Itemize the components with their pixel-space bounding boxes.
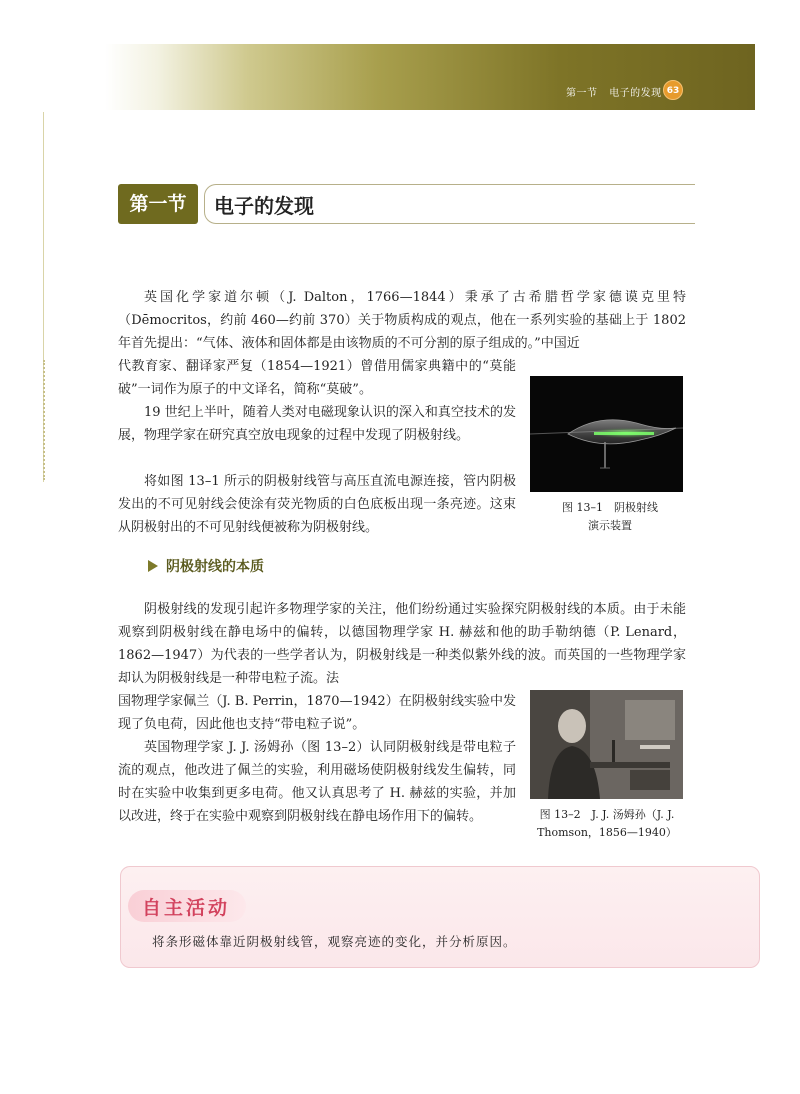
paragraph-dalton-cont: 代教育家、翻译家严复（1854—1921）曾借用儒家典籍中的“莫能破”一词作为原子的中文译名，简称“莫破”。 <box>118 359 516 397</box>
figure-13-2-caption-line1: 图 13–2 J. J. 汤姆孙（J. J. <box>539 808 675 821</box>
running-header <box>566 84 662 99</box>
figure-13-1-caption-line1: 图 13–1 阴极射线 <box>562 501 658 514</box>
activity-title: 自主活动 <box>142 897 231 919</box>
paragraph-dalton: 英国化学家道尔顿（J. Dalton，1766—1844）秉承了古希腊哲学家德谟克里特（Dēmocritos，约前 460—约前 370）关于物质构成的观点，他在一系列实验的基础上于 1802 年首先提出：“气体、液体和固体都是由该物质的不可分割的原子组成的。”中国近 <box>118 290 686 351</box>
paragraph-cathode-tube: 将如图 13–1 所示的阴极射线管与高压直流电源连接，管内阴极发出的不可见射线会使涂有荧光物质的白色底板出现一条亮迹。这束从阴极射出的不可见射线便被称为阴极射线。 <box>118 474 516 535</box>
figure-13-2-caption-line2: Thomson，1856—1940） <box>537 826 677 839</box>
paragraph-cathode-discovery: 19 世纪上半叶，随着人类对电磁现象认识的深入和真空技术的发展，物理学家在研究真空放电现象的过程中发现了阴极射线。 <box>118 405 516 443</box>
activity-text: 将条形磁体靠近阴极射线管，观察亮迹的变化，并分析原因。 <box>152 934 517 949</box>
cathode-ray-tube-photo <box>530 376 683 492</box>
subsection-triangle-icon <box>148 560 158 572</box>
thomson-portrait-photo <box>530 690 683 799</box>
page-number-badge: 63 <box>663 80 683 100</box>
subsection-title: 阴极射线的本质 <box>166 559 264 575</box>
header-chapter-title: 电子的发现 <box>609 88 662 99</box>
section-title: 电子的发现 <box>214 194 314 218</box>
figure-13-1-caption-line2: 演示装置 <box>588 519 632 532</box>
paragraph-perrin: 国物理学家佩兰（J. B. Perrin，1870—1942）在阴极射线实验中发现了负电荷，因此他也支持“带电粒子说”。 <box>118 694 516 732</box>
paragraph-debate: 阴极射线的发现引起许多物理学家的关注，他们纷纷通过实验探究阴极射线的本质。由于未能观察到阴极射线在静电场中的偏转，以德国物理学家 H. 赫兹和他的助手勒纳德（P. Lenard，1862—1947）为代表的一些学者认为，阴极射线是一种类似紫外线的波。而英国的一些物理学家却认为阴极射线是一种带电粒子流。法 <box>118 602 686 686</box>
paragraph-thomson: 英国物理学家 J. J. 汤姆孙（图 13–2）认同阴极射线是带电粒子流的观点，他改进了佩兰的实验，利用磁场使阴极射线发生偏转，同时在实验中收集到更多电荷。他又认真思考了 H. 赫兹的实验，并加以改进，终于在实验中观察到阴极射线在静电场作用下的偏转。 <box>118 740 516 824</box>
header-section-label: 第一节 <box>566 88 598 99</box>
figure-13-1-caption <box>540 499 680 535</box>
section-tag: 第一节 <box>118 184 198 224</box>
header-band <box>105 44 755 110</box>
margin-dots <box>43 360 45 480</box>
figure-13-2-caption <box>526 806 688 842</box>
